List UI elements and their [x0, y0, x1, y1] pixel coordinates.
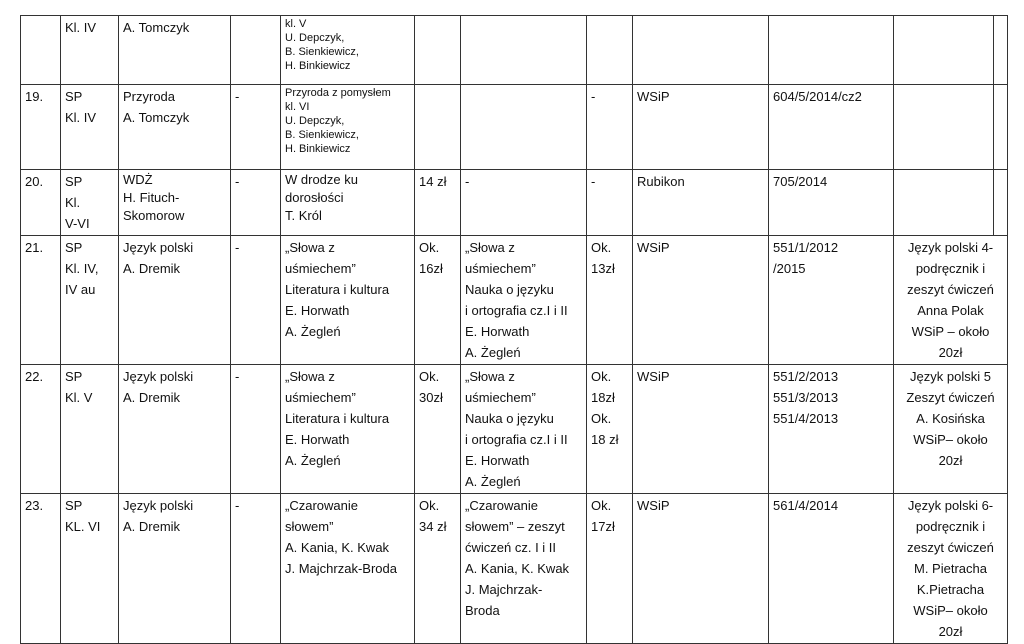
textbook-price-cell: 14 zł [415, 170, 461, 236]
textbook-price-cell: Ok. 30zł [415, 365, 461, 494]
textbook-cell: W drodze ku dorosłości T. Król [281, 170, 415, 236]
class-cell: SP Kl. V-VI [61, 170, 119, 236]
textbook-cell: Przyroda z pomysłem kl. VI U. Depczyk, B. Sienkiewicz, H. Binkiewicz [281, 85, 415, 170]
textbook-cell: „Czarowanie słowem” A. Kania, K. Kwak J. Majchrzak-Broda [281, 494, 415, 644]
approval-number-cell [769, 16, 894, 85]
subject-teacher-cell: Język polski A. Dremik [119, 236, 231, 365]
class-cell: Kl. IV [61, 16, 119, 85]
publisher-cell: WSiP [633, 365, 769, 494]
row-number-cell: 19. [21, 85, 61, 170]
notes-cell: Język polski 4- podręcznik i zeszyt ćwiczeń Anna Polak WSiP – około 20zł [894, 236, 1008, 365]
textbook-cell: „Słowa z uśmiechem” Literatura i kultura E. Horwath A. Żegleń [281, 236, 415, 365]
dash-cell: - [231, 494, 281, 644]
textbook-table [20, 15, 1008, 644]
textbook-price-cell [415, 16, 461, 85]
textbook-cell: kl. V U. Depczyk, B. Sienkiewicz, H. Binkiewicz [281, 16, 415, 85]
exercise-book-cell [461, 16, 587, 85]
exercise-price-cell: Ok. 13zł [587, 236, 633, 365]
textbook-price-cell [415, 85, 461, 170]
notes-cell [894, 170, 994, 236]
exercise-price-cell: Ok. 18zł Ok. 18 zł [587, 365, 633, 494]
dash-cell [231, 16, 281, 85]
exercise-price-cell [587, 16, 633, 85]
extra-cell [994, 16, 1008, 85]
approval-number-cell: 551/1/2012 /2015 [769, 236, 894, 365]
row-number-cell: 23. [21, 494, 61, 644]
class-cell: SP Kl. IV [61, 85, 119, 170]
notes-cell: Język polski 6- podręcznik i zeszyt ćwiczeń M. Pietracha K.Pietracha WSiP– około 20zł [894, 494, 1008, 644]
dash-cell: - [231, 170, 281, 236]
textbook-price-cell: Ok. 16zł [415, 236, 461, 365]
table-row [21, 365, 1008, 494]
subject-teacher-cell: Język polski A. Dremik [119, 494, 231, 644]
exercise-price-cell: Ok. 17zł [587, 494, 633, 644]
exercise-price-cell: - [587, 170, 633, 236]
class-cell: SP Kl. IV, IV au [61, 236, 119, 365]
exercise-book-cell: - [461, 170, 587, 236]
approval-number-cell: 561/4/2014 [769, 494, 894, 644]
exercise-price-cell: - [587, 85, 633, 170]
extra-cell [994, 170, 1008, 236]
publisher-cell: Rubikon [633, 170, 769, 236]
dash-cell: - [231, 236, 281, 365]
notes-cell [894, 16, 994, 85]
subject-teacher-cell: Przyroda A. Tomczyk [119, 85, 231, 170]
publisher-cell [633, 16, 769, 85]
row-number-cell: 20. [21, 170, 61, 236]
exercise-book-cell [461, 85, 587, 170]
row-number-cell: 21. [21, 236, 61, 365]
table-row [21, 85, 1008, 170]
table-row [21, 16, 1008, 85]
publisher-cell: WSiP [633, 236, 769, 365]
exercise-book-cell: „Czarowanie słowem” – zeszyt ćwiczeń cz. I i II A. Kania, K. Kwak J. Majchrzak- Broda [461, 494, 587, 644]
row-number-cell [21, 16, 61, 85]
subject-teacher-cell: A. Tomczyk [119, 16, 231, 85]
table-row [21, 494, 1008, 644]
subject-teacher-cell: Język polski A. Dremik [119, 365, 231, 494]
textbook-price-cell: Ok. 34 zł [415, 494, 461, 644]
table-row [21, 236, 1008, 365]
exercise-book-cell: „Słowa z uśmiechem” Nauka o języku i ortografia cz.I i II E. Horwath A. Żegleń [461, 236, 587, 365]
approval-number-cell: 551/2/2013 551/3/2013 551/4/2013 [769, 365, 894, 494]
textbook-cell: „Słowa z uśmiechem” Literatura i kultura E. Horwath A. Żegleń [281, 365, 415, 494]
class-cell: SP KL. VI [61, 494, 119, 644]
dash-cell: - [231, 85, 281, 170]
row-number-cell: 22. [21, 365, 61, 494]
notes-cell: Język polski 5 Zeszyt ćwiczeń A. Kosińska WSiP– około 20zł [894, 365, 1008, 494]
approval-number-cell: 705/2014 [769, 170, 894, 236]
notes-cell [894, 85, 994, 170]
publisher-cell: WSiP [633, 85, 769, 170]
extra-cell [994, 85, 1008, 170]
class-cell: SP Kl. V [61, 365, 119, 494]
table-row [21, 170, 1008, 236]
exercise-book-cell: „Słowa z uśmiechem” Nauka o języku i ortografia cz.I i II E. Horwath A. Żegleń [461, 365, 587, 494]
dash-cell: - [231, 365, 281, 494]
subject-teacher-cell: WDŻ H. Fituch- Skomorow [119, 170, 231, 236]
approval-number-cell: 604/5/2014/cz2 [769, 85, 894, 170]
publisher-cell: WSiP [633, 494, 769, 644]
